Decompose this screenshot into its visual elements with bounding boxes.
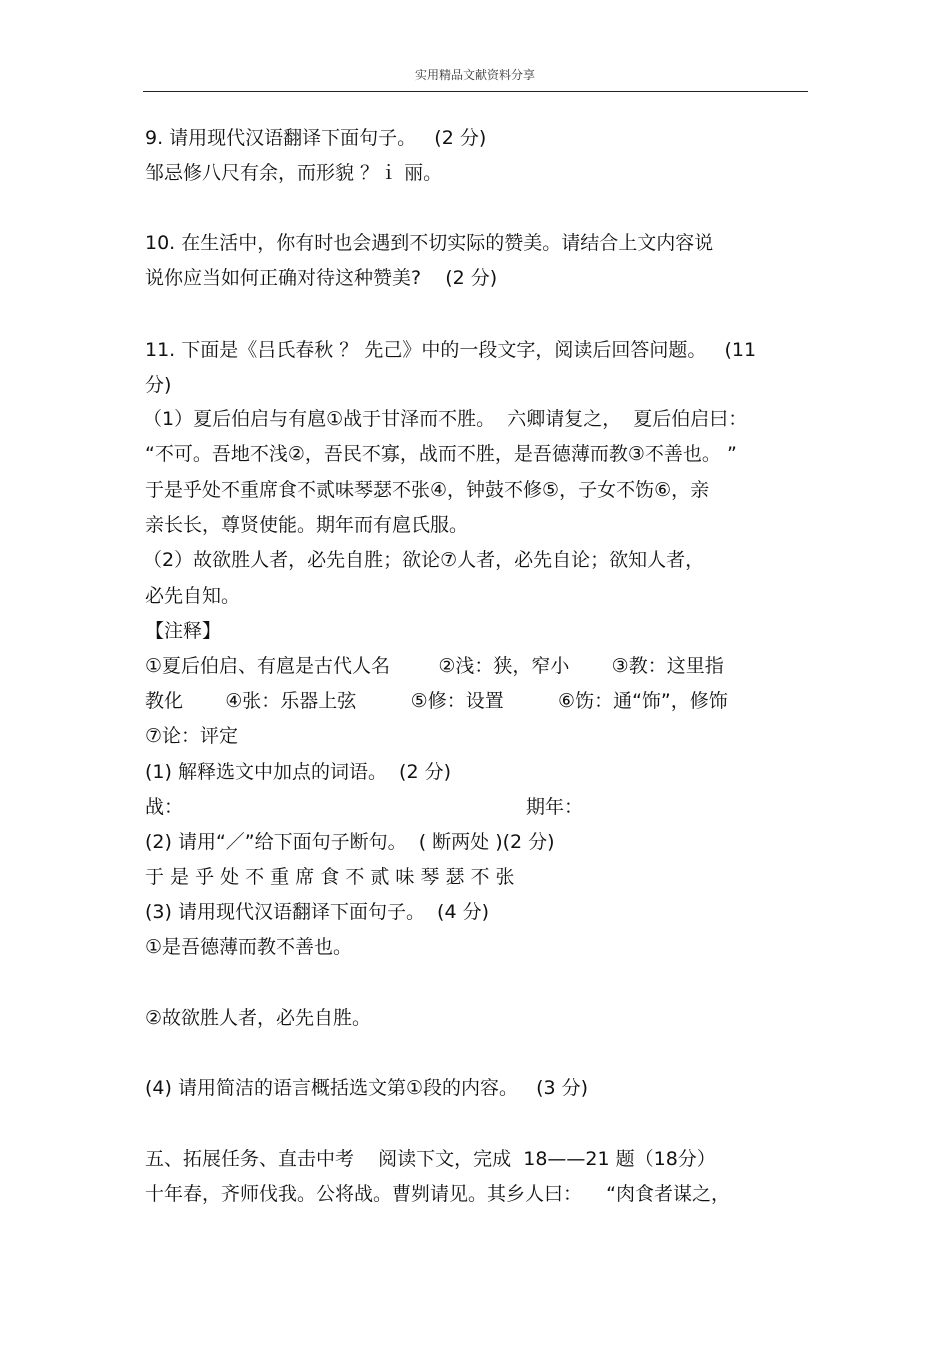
page-header: 实用精品文献资料分享	[414, 68, 535, 82]
passage-para1-line3: 于是乎处不重席食不贰味琴瑟不张④，钟鼓不修⑤，子女不饬⑥，亲	[145, 479, 710, 501]
passage-para2-line1: （2）故欲胜人者，必先自胜；欲论⑦人者，必先自论；欲知人者，	[143, 549, 705, 571]
passage-para1-line2: “不可。吾地不浅②，吾民不寡，战而不胜，是吾德薄而教③不善也。 ”	[145, 443, 737, 465]
sub3-item1: ①是吾德薄而教不善也。	[145, 936, 353, 958]
passage-para2-line2: 必先自知。	[145, 585, 241, 607]
notes-line2: 教化 ④张：乐器上弦 ⑤修：设置 ⑥饬：通“饰”，修饰	[145, 690, 728, 712]
header-rule	[143, 91, 808, 92]
q9-prompt: 9. 请用现代汉语翻译下面句子。 (2 分)	[145, 127, 487, 149]
sub1-word-qinian: 期年：	[526, 796, 584, 818]
sub2-sentence: 于 是 乎 处 不 重 席 食 不 贰 味 琴 瑟 不 张	[145, 866, 515, 888]
section5-heading: 五、拓展任务、直击中考 阅读下文，完成 18——21 题（18分）	[145, 1148, 716, 1170]
passage-para1-line4: 亲长长，尊贤使能。期年而有扈氏服。	[145, 514, 469, 536]
sub4-prompt: (4) 请用简洁的语言概括选文第①段的内容。 (3 分)	[145, 1077, 589, 1099]
q10-prompt-line2: 说你应当如何正确对待这种赞美? (2 分)	[145, 267, 498, 289]
q11-prompt-line1: 11. 下面是《吕氏春秋 ？ 先己》中的一段文字，阅读后回答问题。 (11	[145, 339, 757, 361]
sub2-prompt: (2) 请用“／”给下面句子断句。 ( 断两处 )(2 分)	[145, 831, 555, 853]
sub3-prompt: (3) 请用现代汉语翻译下面句子。 (4 分)	[145, 901, 489, 923]
sub1-word-zhan: 战：	[145, 796, 184, 818]
q10-prompt-line1: 10. 在生活中，你有时也会遇到不切实际的赞美。请结合上文内容说	[145, 232, 714, 254]
q9-sentence: 邹忌修八尺有余，而形貌 ？ｉ 丽。	[145, 162, 443, 184]
notes-line1: ①夏后伯启、有扈是古代人名 ②浅：狭，窄小 ③教：这里指	[145, 655, 724, 677]
notes-line3: ⑦论：评定	[145, 725, 239, 747]
notes-heading: 【注释】	[145, 620, 222, 642]
q11-prompt-line2: 分)	[145, 374, 172, 396]
sub3-item2: ②故欲胜人者，必先自胜。	[145, 1007, 372, 1029]
section5-passage-line1: 十年春，齐师伐我。公将战。曹刿请见。其乡人曰： “肉食者谋之，	[145, 1183, 731, 1205]
sub1-prompt: (1) 解释选文中加点的词语。 (2 分)	[145, 761, 451, 783]
passage-para1-line1: （1）夏后伯启与有扈①战于甘泽而不胜。 六卿请复之， 夏后伯启曰：	[143, 408, 748, 430]
